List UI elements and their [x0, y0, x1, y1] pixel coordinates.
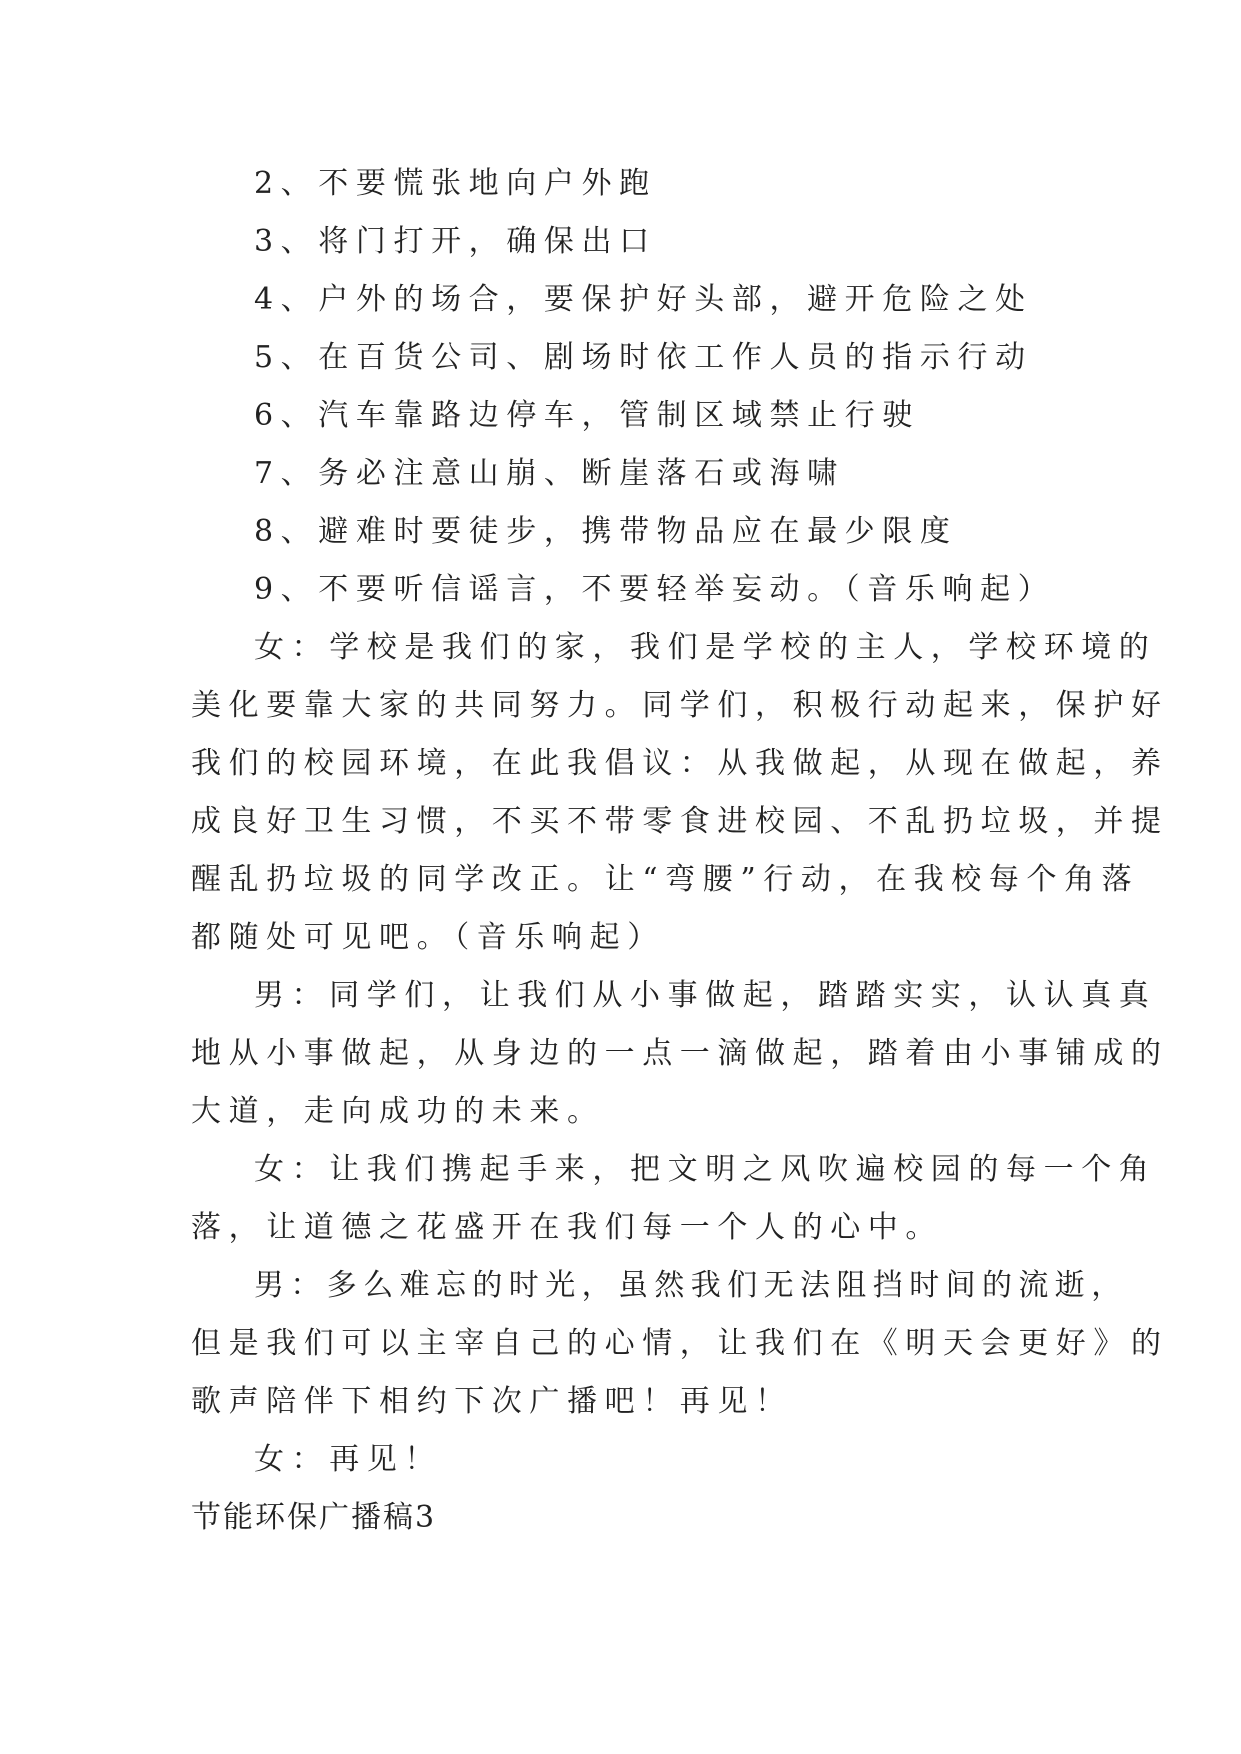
paragraph-line: 男：多么难忘的时光，虽然我们无法阻挡时间的流逝，	[254, 1268, 1128, 1303]
list-item: 2、不要慌张地向户外跑	[254, 166, 657, 201]
paragraph-line: 地从小事做起，从身边的一点一滴做起，踏着由小事铺成的	[191, 1036, 1169, 1071]
list-item: 3、将门打开，确保出口	[254, 224, 657, 259]
list-item: 9、不要听信谣言，不要轻举妄动。（音乐响起）	[254, 572, 1056, 607]
section-heading: 节能环保广播稿3	[191, 1500, 437, 1535]
paragraph-line: 但是我们可以主宰自己的心情，让我们在《明天会更好》的	[191, 1326, 1169, 1361]
paragraph-line: 歌声陪伴下相约下次广播吧！再见！	[191, 1384, 793, 1419]
list-item: 7、务必注意山崩、断崖落石或海啸	[254, 456, 845, 491]
paragraph-line: 女：学校是我们的家，我们是学校的主人，学校环境的	[254, 630, 1157, 665]
paragraph-line: 美化要靠大家的共同努力。同学们，积极行动起来，保护好	[191, 688, 1169, 723]
paragraph-line: 落，让道德之花盛开在我们每一个人的心中。	[191, 1210, 943, 1245]
paragraph-line: 女：让我们携起手来，把文明之风吹遍校园的每一个角	[254, 1152, 1157, 1187]
paragraph-line: 都随处可见吧。（音乐响起）	[191, 920, 665, 955]
paragraph-line: 男：同学们，让我们从小事做起，踏踏实实，认认真真	[254, 978, 1157, 1013]
paragraph-line: 醒乱扔垃圾的同学改正。让“弯腰”行动，在我校每个角落	[191, 862, 1140, 897]
list-item: 6、汽车靠路边停车，管制区域禁止行驶	[254, 398, 920, 433]
list-item: 5、在百货公司、剧场时依工作人员的指示行动	[254, 340, 1033, 375]
paragraph-line: 大道，走向成功的未来。	[191, 1094, 605, 1129]
paragraph-line: 成良好卫生习惯，不买不带零食进校园、不乱扔垃圾，并提	[191, 804, 1169, 839]
list-item: 4、户外的场合，要保护好头部，避开危险之处	[254, 282, 1033, 317]
paragraph-line: 我们的校园环境，在此我倡议：从我做起，从现在做起，养	[191, 746, 1169, 781]
list-item: 8、避难时要徒步，携带物品应在最少限度	[254, 514, 958, 549]
paragraph-line: 女：再见！	[254, 1442, 442, 1477]
